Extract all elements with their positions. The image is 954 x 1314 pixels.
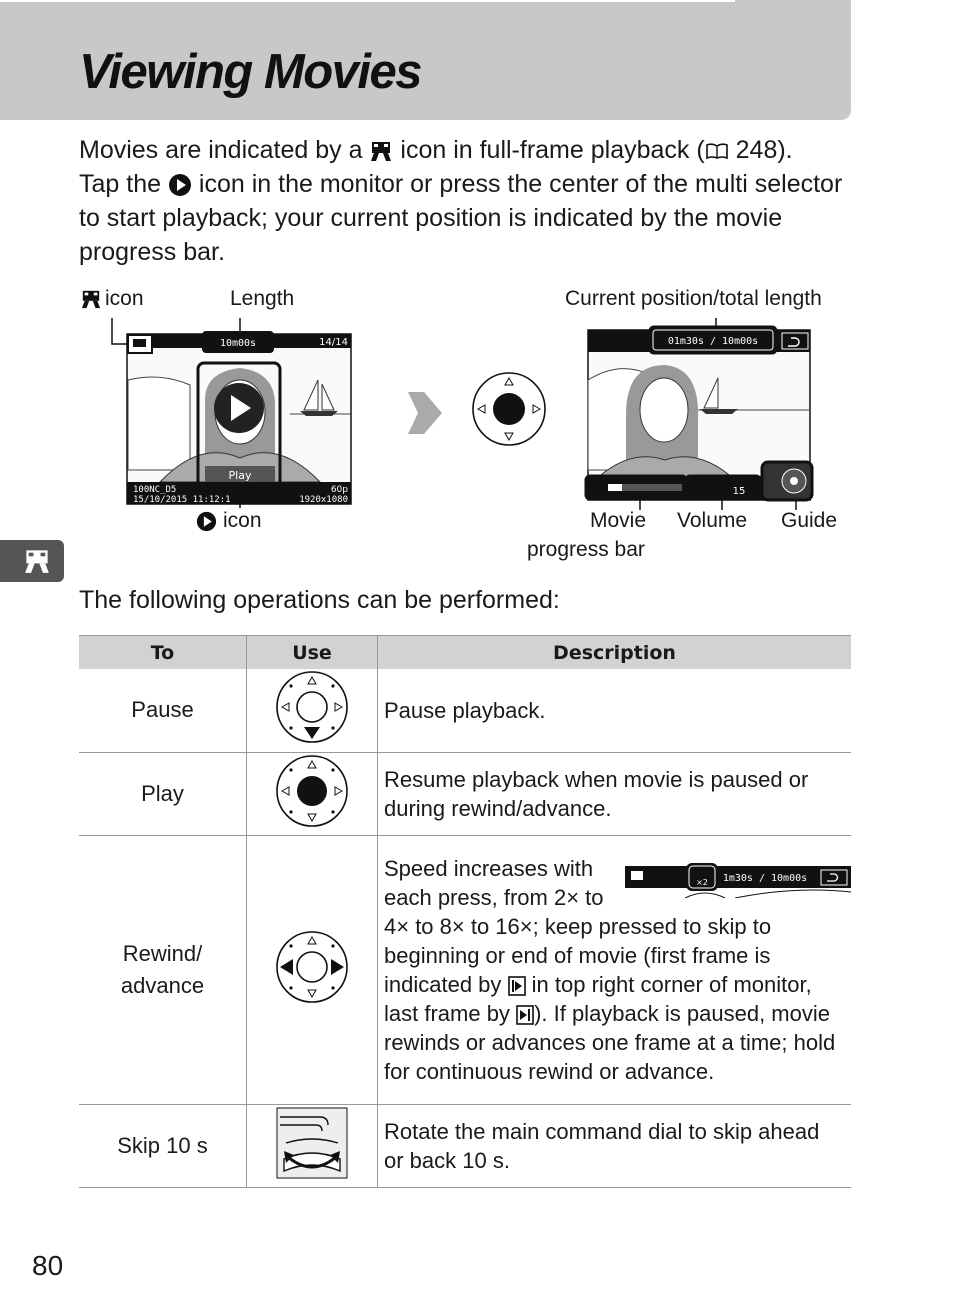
movie-progress-bar bbox=[608, 484, 622, 491]
label-progress-bar: progress bar bbox=[527, 538, 645, 561]
intro-text: Tap the bbox=[79, 170, 162, 198]
screen-full-frame bbox=[127, 332, 351, 505]
speed-indicator-screen bbox=[625, 858, 851, 898]
main-command-dial-icon bbox=[276, 1107, 348, 1179]
label-length: Length bbox=[230, 287, 295, 310]
table-row bbox=[79, 752, 851, 835]
operation-cell: Skip 10 s bbox=[79, 1104, 247, 1187]
screen1-frame: 14/14 bbox=[319, 337, 348, 348]
operations-intro: The following operations can be performed: bbox=[79, 586, 560, 614]
operation-cell bbox=[79, 835, 247, 1104]
operation-label: Rewind/ bbox=[122, 940, 203, 966]
operation-cell: Play bbox=[79, 752, 247, 835]
label-play-icon: icon bbox=[223, 509, 262, 532]
screen2-volume: 15 bbox=[732, 486, 746, 497]
multi-selector-left-right-icon bbox=[274, 929, 350, 1005]
screen1-length: 10m00s bbox=[219, 338, 257, 349]
last-frame-icon bbox=[516, 1005, 534, 1025]
multi-selector-down-icon bbox=[274, 669, 350, 745]
use-cell bbox=[247, 752, 378, 835]
intro-text: icon in the monitor or press the center of the multi selector to start playback; your current position is indicated by the movie progress bar. bbox=[79, 170, 843, 266]
inset-position: 1m30s / 10m00s bbox=[722, 872, 808, 884]
column-header: To bbox=[79, 636, 247, 670]
use-cell bbox=[247, 1104, 378, 1187]
operation-label: advance bbox=[120, 972, 205, 998]
label-current-position: Current position/total length bbox=[565, 287, 822, 310]
column-header: Use bbox=[247, 636, 378, 670]
page-title: Viewing Movies bbox=[79, 45, 422, 99]
page-number: 80 bbox=[32, 1250, 64, 1281]
table-row bbox=[79, 669, 851, 752]
arrow-right-icon bbox=[408, 392, 442, 434]
screen2-position: 01m30s / 10m00s bbox=[667, 336, 759, 347]
label-progress: Movie bbox=[590, 509, 647, 532]
description-cell bbox=[378, 835, 852, 1104]
label-movie-icon: icon bbox=[105, 287, 144, 310]
description-cell: Resume playback when movie is paused or during rewind/advance. bbox=[378, 752, 852, 835]
screen1-folder: 100NC_D5 bbox=[133, 485, 177, 495]
column-header: Description bbox=[378, 636, 852, 670]
multi-selector-center-icon bbox=[274, 753, 350, 829]
intro-text: 248). bbox=[735, 136, 793, 164]
multi-selector-icon bbox=[473, 373, 545, 445]
use-cell bbox=[247, 669, 378, 752]
description-text: ). If playback is paused, movie rewinds or advances one frame at a time; hold for continuous rewind or advance. bbox=[384, 1000, 836, 1084]
description-cell: Pause playback. bbox=[378, 669, 852, 752]
description-text: to 4× to 8× to 16×; keep pressed to skip to beginning or end of movie (first frame is indicated by bbox=[384, 884, 772, 997]
description-text: in top right corner of monitor, last frame by bbox=[384, 971, 812, 1026]
screen1-play-label: Play bbox=[228, 469, 252, 482]
speed-label: ×2 bbox=[696, 877, 708, 887]
table-row bbox=[79, 835, 851, 1104]
intro-text: icon in full-frame playback ( bbox=[400, 136, 705, 164]
description-text: Speed increases with each press, from 2× bbox=[384, 855, 594, 910]
screen1-fps: 60p bbox=[330, 485, 348, 495]
screen-movie-playback bbox=[586, 327, 812, 500]
label-volume: Volume bbox=[677, 509, 748, 532]
label-guide: Guide bbox=[781, 509, 838, 532]
screen1-date: 15/10/2015 11:12:1 bbox=[133, 495, 231, 505]
operations-table bbox=[79, 635, 851, 1188]
table-row bbox=[79, 1104, 851, 1187]
description-cell: Rotate the main command dial to skip ahead or back 10 s. bbox=[378, 1104, 852, 1187]
intro-text: Movies are indicated by a bbox=[79, 136, 363, 164]
operation-cell: Pause bbox=[79, 669, 247, 752]
playback-figure bbox=[0, 0, 954, 600]
screen1-size: 1920x1080 bbox=[299, 495, 348, 505]
first-frame-icon bbox=[508, 976, 526, 996]
use-cell bbox=[247, 835, 378, 1104]
